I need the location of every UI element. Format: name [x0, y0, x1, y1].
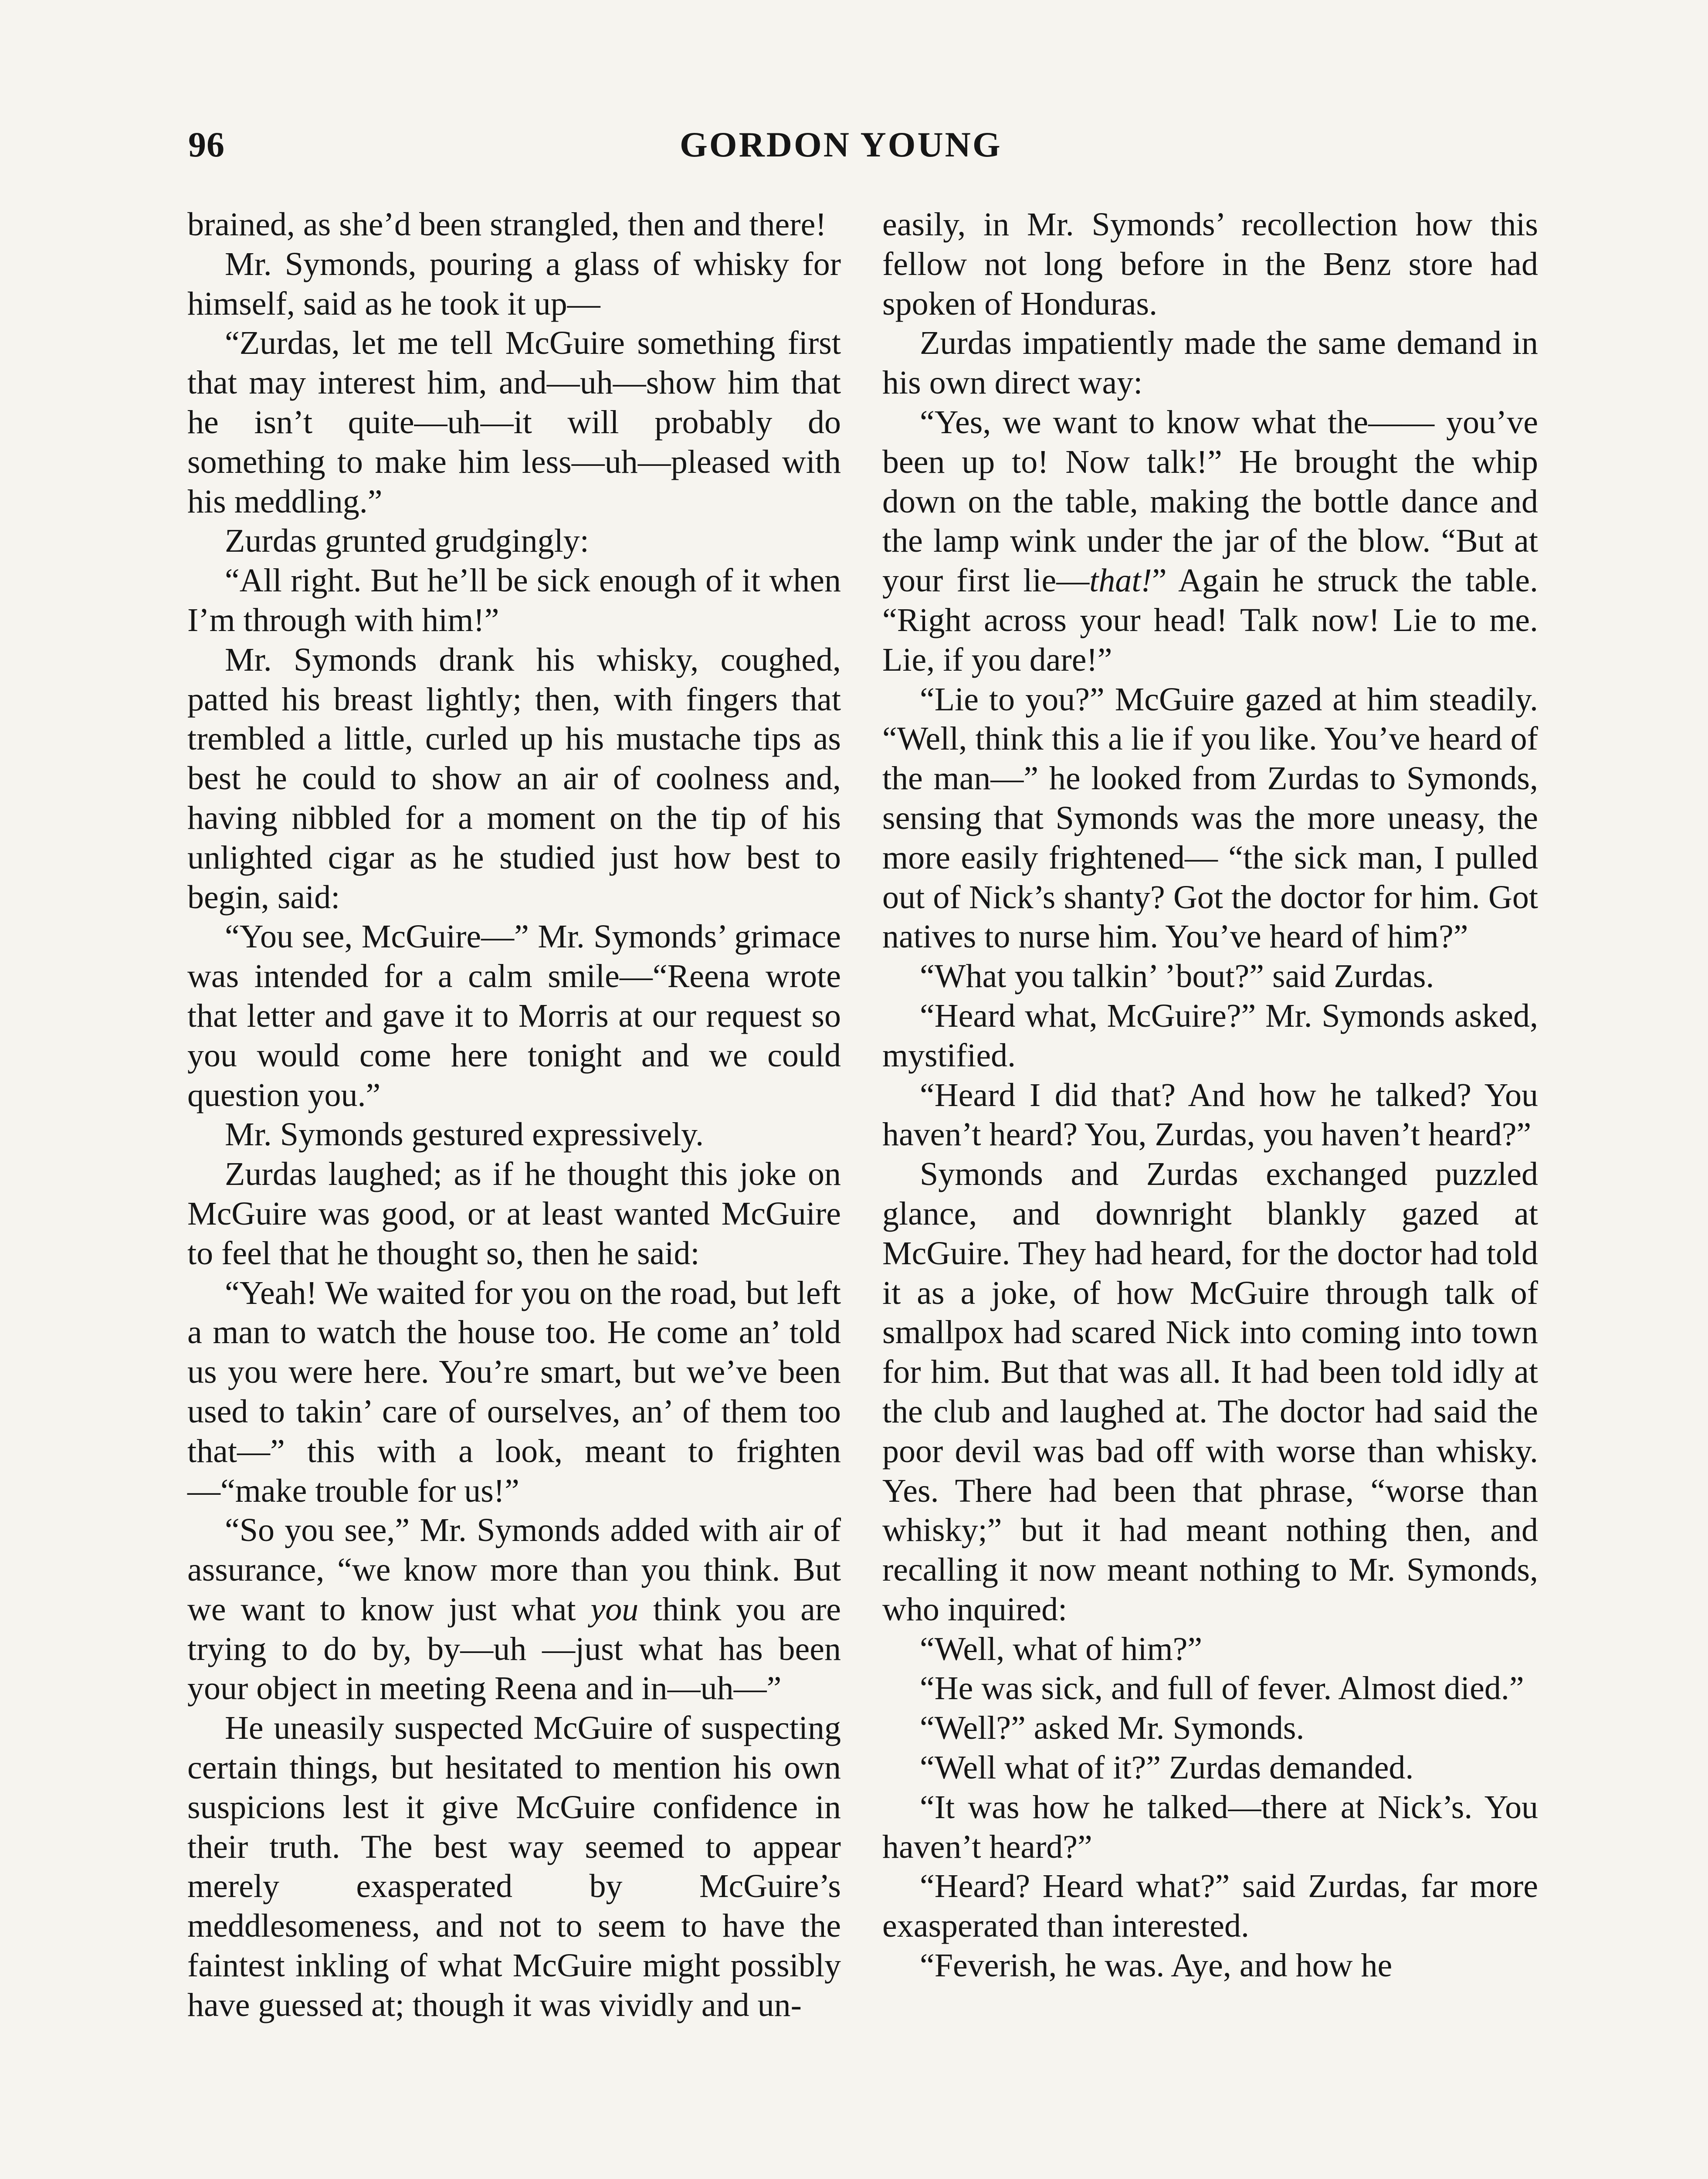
- paragraph: [882, 403, 1538, 680]
- right-text-column: [882, 205, 1538, 1986]
- paragraph: “Zurdas, let me tell McGuire something first that may interest him, and—uh—show him that he isn’t quite—uh—it will probably do something to make him less—uh—pleased with his meddling.”: [187, 325, 841, 520]
- paragraph: Mr. Symonds drank his whisky, coughed, patted his breast lightly; then, with fingers that trembled a little, curled up his mustache tips as best he could to show an air of coolness and, having nibbled for a moment on the tip of his unlighted cigar as he studied just how best to begin, said:: [187, 641, 841, 916]
- paragraph: “What you talkin’ ’bout?” said Zurdas.: [920, 958, 1434, 995]
- paragraph: He uneasily suspected McGuire of suspecting certain things, but hesitated to mention his own suspicions lest it give McGuire confidence in their truth. The best way seemed to appear merely exasperated by McGuire’s meddlesomeness, and not to seem to have the faintest inkling of what McGuire might possibly have guessed at; though it was vividly and un-: [187, 1710, 841, 2023]
- paragraph: Zurdas laughed; as if he thought this joke on McGuire was good, or at least wanted McGuire to feel that he thought so, then he said:: [187, 1156, 841, 1272]
- paragraph: Zurdas grunted grudgingly:: [225, 523, 589, 560]
- paragraph-text: “So you see,” Mr. Symonds added with air of assurance, “we know more than you think. But we want to know just what: [187, 1512, 841, 1628]
- left-text-column: [187, 205, 841, 2025]
- paragraph: “Heard what, McGuire?” Mr. Symonds asked, mystified.: [882, 997, 1538, 1074]
- paragraph: brained, as she’d been strangled, then and there!: [187, 206, 827, 243]
- paragraph: Mr. Symonds gestured expressively.: [225, 1116, 704, 1153]
- paragraph: “Yeah! We waited for you on the road, but left a man to watch the house too. He come an’ told us you were here. You’re smart, but we’ve been used to takin’ care of ourselves, an’ of them too that—” this with a look, meant to frighten—“make trouble for us!”: [187, 1274, 841, 1509]
- paragraph: [187, 1510, 841, 1708]
- page-number: 96: [188, 125, 225, 164]
- paragraph: Symonds and Zurdas exchanged puzzled glance, and downright blankly gazed at McGuire. They had heard, for the doctor had told it as a joke, of how McGuire through talk of smallpox had scared Nick into coming into town for him. But that was all. It had been told idly at the club and laughed at. The doctor had said the poor devil was bad off with worse than whisky. Yes. There had been that phrase, “worse than whisky;” but it had meant nothing then, and recalling it now meant nothing to Mr. Symonds, who inquired:: [882, 1156, 1538, 1628]
- paragraph: “Lie to you?” McGuire gazed at him steadily. “Well, think this a lie if you like. You’ve heard of the man—” he looked from Zurdas to Symonds, sensing that Symonds was the more uneasy, the more easily frightened— “the sick man, I pulled out of Nick’s shanty? Got the doctor for him. Got natives to nurse him. You’ve heard of him?”: [882, 681, 1538, 955]
- paragraph: “Well, what of him?”: [920, 1630, 1203, 1667]
- paragraph: “He was sick, and full of fever. Almost died.”: [920, 1670, 1524, 1707]
- paragraph: “Heard I did that? And how he talked? You haven’t heard? You, Zurdas, you haven’t heard?”: [882, 1076, 1538, 1153]
- paragraph: “Well what of it?” Zurdas demanded.: [920, 1749, 1414, 1786]
- paragraph: easily, in Mr. Symonds’ recollection how this fellow not long before in the Benz store had spoken of Honduras.: [882, 206, 1538, 322]
- paragraph: “Feverish, he was. Aye, and how he: [920, 1947, 1393, 1984]
- emphasis-text: you: [590, 1591, 639, 1628]
- paragraph-text: “Yes, we want to know what the—— you’ve been up to! Now talk!” He brought the whip down on the table, making the bottle dance and the lamp wink under the jar of the blow. “But at your first lie—: [882, 404, 1538, 599]
- paragraph: “All right. But he’ll be sick enough of it when I’m through with him!”: [187, 562, 841, 638]
- paragraph: “Heard? Heard what?” said Zurdas, far more exasperated than interested.: [882, 1868, 1538, 1945]
- paragraph: Zurdas impatiently made the same demand in his own direct way:: [882, 325, 1538, 401]
- paragraph: “It was how he talked—there at Nick’s. You haven’t heard?”: [882, 1789, 1538, 1865]
- paragraph-text: think you are trying to do by, by—uh —just what has been your object in meeting Reena and in—uh—”: [187, 1591, 841, 1707]
- paragraph: “Well?” asked Mr. Symonds.: [920, 1710, 1305, 1747]
- running-title: GORDON YOUNG: [680, 125, 1002, 164]
- paragraph-text: ” Again he struck the table. “Right across your head! Talk now! Lie to me. Lie, if you dare!”: [882, 562, 1538, 678]
- paragraph: Mr. Symonds, pouring a glass of whisky for himself, said as he took it up—: [187, 245, 841, 322]
- paragraph: “You see, McGuire—” Mr. Symonds’ grimace was intended for a calm smile—“Reena wrote that letter and gave it to Morris at our request so you would come here tonight and we could question you.”: [187, 918, 841, 1113]
- emphasis-text: that!: [1089, 562, 1152, 599]
